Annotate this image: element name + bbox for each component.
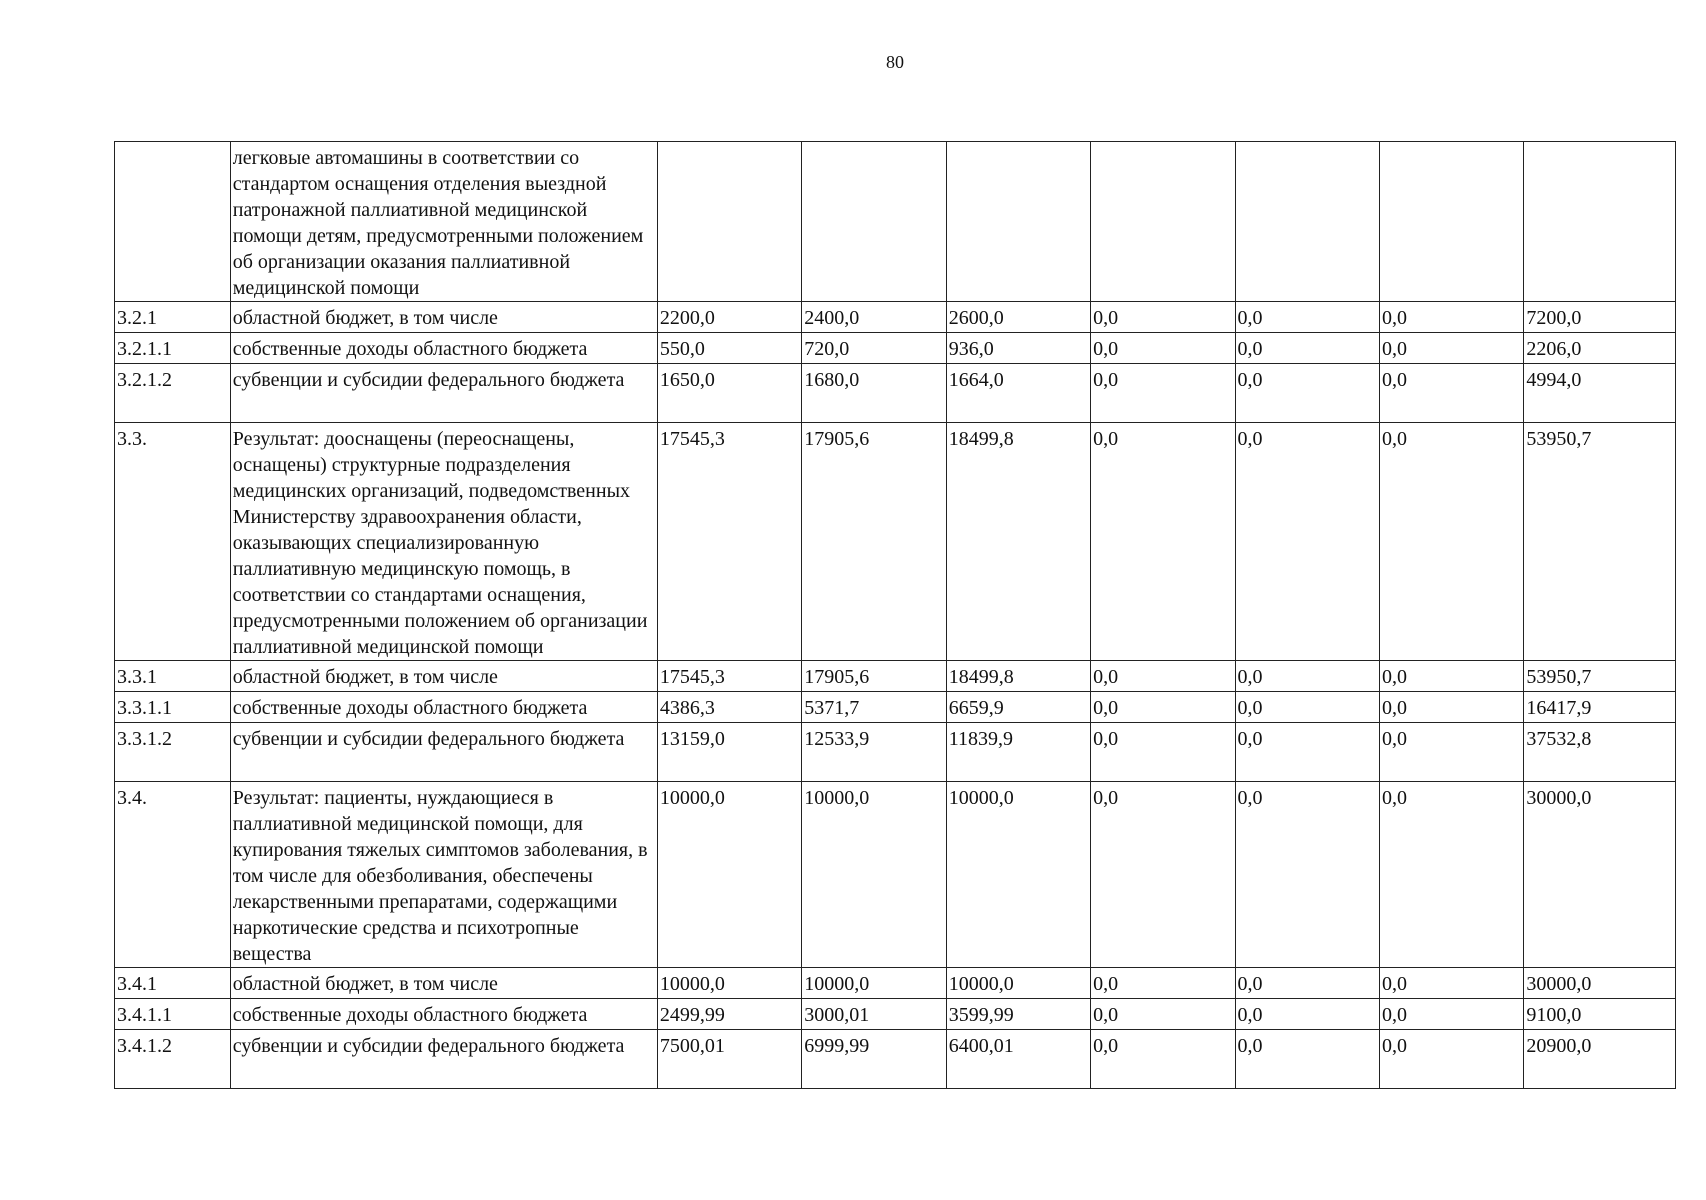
value-cell (1091, 142, 1235, 302)
value-cell: 18499,8 (946, 423, 1090, 661)
value-cell: 0,0 (1235, 968, 1379, 999)
row-description: субвенции и субсидии федерального бюджета (230, 723, 657, 782)
value-cell: 0,0 (1379, 661, 1523, 692)
table-row (115, 423, 1676, 661)
value-cell: 0,0 (1091, 999, 1235, 1030)
value-cell: 37532,8 (1524, 723, 1676, 782)
row-description: Результат: пациенты, нуждающиеся в паллиативной медицинской помощи, для купирования тяжелых симптомов заболевания, в том числе для обезболивания, обеспечены лекарственными препаратами, содержащими наркотические средства и психотропные вещества (230, 782, 657, 968)
value-cell: 20900,0 (1524, 1030, 1676, 1089)
value-cell: 53950,7 (1524, 661, 1676, 692)
row-number: 3.4.1.1 (115, 999, 231, 1030)
value-cell: 30000,0 (1524, 968, 1676, 999)
row-description: субвенции и субсидии федерального бюджета (230, 364, 657, 423)
table-row (115, 333, 1676, 364)
row-description: собственные доходы областного бюджета (230, 333, 657, 364)
value-cell: 17545,3 (657, 423, 801, 661)
value-cell: 2400,0 (802, 302, 946, 333)
value-cell: 0,0 (1091, 333, 1235, 364)
value-cell: 0,0 (1379, 782, 1523, 968)
table-row (115, 968, 1676, 999)
value-cell: 7500,01 (657, 1030, 801, 1089)
row-description: областной бюджет, в том числе (230, 302, 657, 333)
row-number: 3.4.1 (115, 968, 231, 999)
value-cell: 16417,9 (1524, 692, 1676, 723)
value-cell: 6999,99 (802, 1030, 946, 1089)
value-cell: 53950,7 (1524, 423, 1676, 661)
value-cell: 10000,0 (657, 782, 801, 968)
value-cell: 0,0 (1235, 661, 1379, 692)
row-number: 3.4.1.2 (115, 1030, 231, 1089)
page-number: 80 (886, 52, 904, 72)
value-cell: 0,0 (1235, 723, 1379, 782)
value-cell: 0,0 (1235, 423, 1379, 661)
value-cell: 0,0 (1235, 333, 1379, 364)
row-number: 3.2.1.1 (115, 333, 231, 364)
value-cell: 0,0 (1235, 302, 1379, 333)
value-cell: 0,0 (1379, 692, 1523, 723)
value-cell: 3000,01 (802, 999, 946, 1030)
value-cell: 0,0 (1091, 723, 1235, 782)
row-number (115, 142, 231, 302)
row-description: легковые автомашины в соответствии со стандартом оснащения отделения выездной патронажной паллиативной медицинской помощи детям, предусмотренными положением об организации оказания паллиативной медицинской помощи (230, 142, 657, 302)
row-number: 3.3.1 (115, 661, 231, 692)
value-cell (1379, 142, 1523, 302)
value-cell: 4994,0 (1524, 364, 1676, 423)
value-cell: 17905,6 (802, 423, 946, 661)
value-cell: 6659,9 (946, 692, 1090, 723)
value-cell: 6400,01 (946, 1030, 1090, 1089)
value-cell: 2200,0 (657, 302, 801, 333)
value-cell: 936,0 (946, 333, 1090, 364)
value-cell: 0,0 (1091, 661, 1235, 692)
row-description: собственные доходы областного бюджета (230, 692, 657, 723)
table-row (115, 723, 1676, 782)
table-row (115, 692, 1676, 723)
value-cell: 0,0 (1379, 302, 1523, 333)
value-cell: 0,0 (1091, 364, 1235, 423)
row-description: Результат: дооснащены (переоснащены, оснащены) структурные подразделения медицинских организаций, подведомственных Министерству здравоохранения области, оказывающих специализированную паллиативную медицинскую помощь, в соответствии со стандартами оснащения, предусмотренными положением об организации паллиативной медицинской помощи (230, 423, 657, 661)
value-cell: 0,0 (1091, 302, 1235, 333)
row-number: 3.3.1.2 (115, 723, 231, 782)
value-cell: 550,0 (657, 333, 801, 364)
budget-table-body (115, 142, 1676, 1089)
value-cell: 7200,0 (1524, 302, 1676, 333)
row-number: 3.4. (115, 782, 231, 968)
row-description: субвенции и субсидии федерального бюджета (230, 1030, 657, 1089)
value-cell: 13159,0 (657, 723, 801, 782)
value-cell: 0,0 (1379, 999, 1523, 1030)
value-cell: 17905,6 (802, 661, 946, 692)
table-row (115, 1030, 1676, 1089)
value-cell: 0,0 (1379, 364, 1523, 423)
value-cell: 0,0 (1379, 723, 1523, 782)
value-cell: 2499,99 (657, 999, 801, 1030)
budget-table (114, 141, 1676, 1089)
value-cell: 17545,3 (657, 661, 801, 692)
table-row (115, 364, 1676, 423)
value-cell: 0,0 (1379, 333, 1523, 364)
value-cell: 1664,0 (946, 364, 1090, 423)
value-cell: 9100,0 (1524, 999, 1676, 1030)
row-number: 3.2.1 (115, 302, 231, 333)
table-row (115, 661, 1676, 692)
value-cell: 0,0 (1091, 423, 1235, 661)
table-row (115, 302, 1676, 333)
value-cell: 11839,9 (946, 723, 1090, 782)
row-number: 3.3. (115, 423, 231, 661)
value-cell: 10000,0 (802, 968, 946, 999)
value-cell (1235, 142, 1379, 302)
value-cell: 4386,3 (657, 692, 801, 723)
value-cell: 720,0 (802, 333, 946, 364)
value-cell: 10000,0 (946, 782, 1090, 968)
value-cell: 0,0 (1091, 968, 1235, 999)
value-cell: 0,0 (1091, 692, 1235, 723)
value-cell: 1650,0 (657, 364, 801, 423)
table-row (115, 782, 1676, 968)
value-cell: 10000,0 (946, 968, 1090, 999)
value-cell: 0,0 (1235, 1030, 1379, 1089)
row-description: собственные доходы областного бюджета (230, 999, 657, 1030)
value-cell: 0,0 (1379, 1030, 1523, 1089)
value-cell: 0,0 (1379, 423, 1523, 661)
value-cell: 0,0 (1091, 782, 1235, 968)
table-row (115, 142, 1676, 302)
value-cell: 0,0 (1379, 968, 1523, 999)
value-cell: 0,0 (1235, 364, 1379, 423)
row-description: областной бюджет, в том числе (230, 968, 657, 999)
value-cell: 10000,0 (802, 782, 946, 968)
value-cell (802, 142, 946, 302)
value-cell (657, 142, 801, 302)
value-cell: 1680,0 (802, 364, 946, 423)
value-cell (1524, 142, 1676, 302)
value-cell: 2600,0 (946, 302, 1090, 333)
value-cell: 2206,0 (1524, 333, 1676, 364)
value-cell: 10000,0 (657, 968, 801, 999)
row-description: областной бюджет, в том числе (230, 661, 657, 692)
value-cell: 3599,99 (946, 999, 1090, 1030)
value-cell: 0,0 (1235, 692, 1379, 723)
value-cell (946, 142, 1090, 302)
value-cell: 18499,8 (946, 661, 1090, 692)
table-row (115, 999, 1676, 1030)
value-cell: 0,0 (1091, 1030, 1235, 1089)
row-number: 3.3.1.1 (115, 692, 231, 723)
value-cell: 30000,0 (1524, 782, 1676, 968)
value-cell: 12533,9 (802, 723, 946, 782)
row-number: 3.2.1.2 (115, 364, 231, 423)
value-cell: 0,0 (1235, 782, 1379, 968)
value-cell: 0,0 (1235, 999, 1379, 1030)
value-cell: 5371,7 (802, 692, 946, 723)
